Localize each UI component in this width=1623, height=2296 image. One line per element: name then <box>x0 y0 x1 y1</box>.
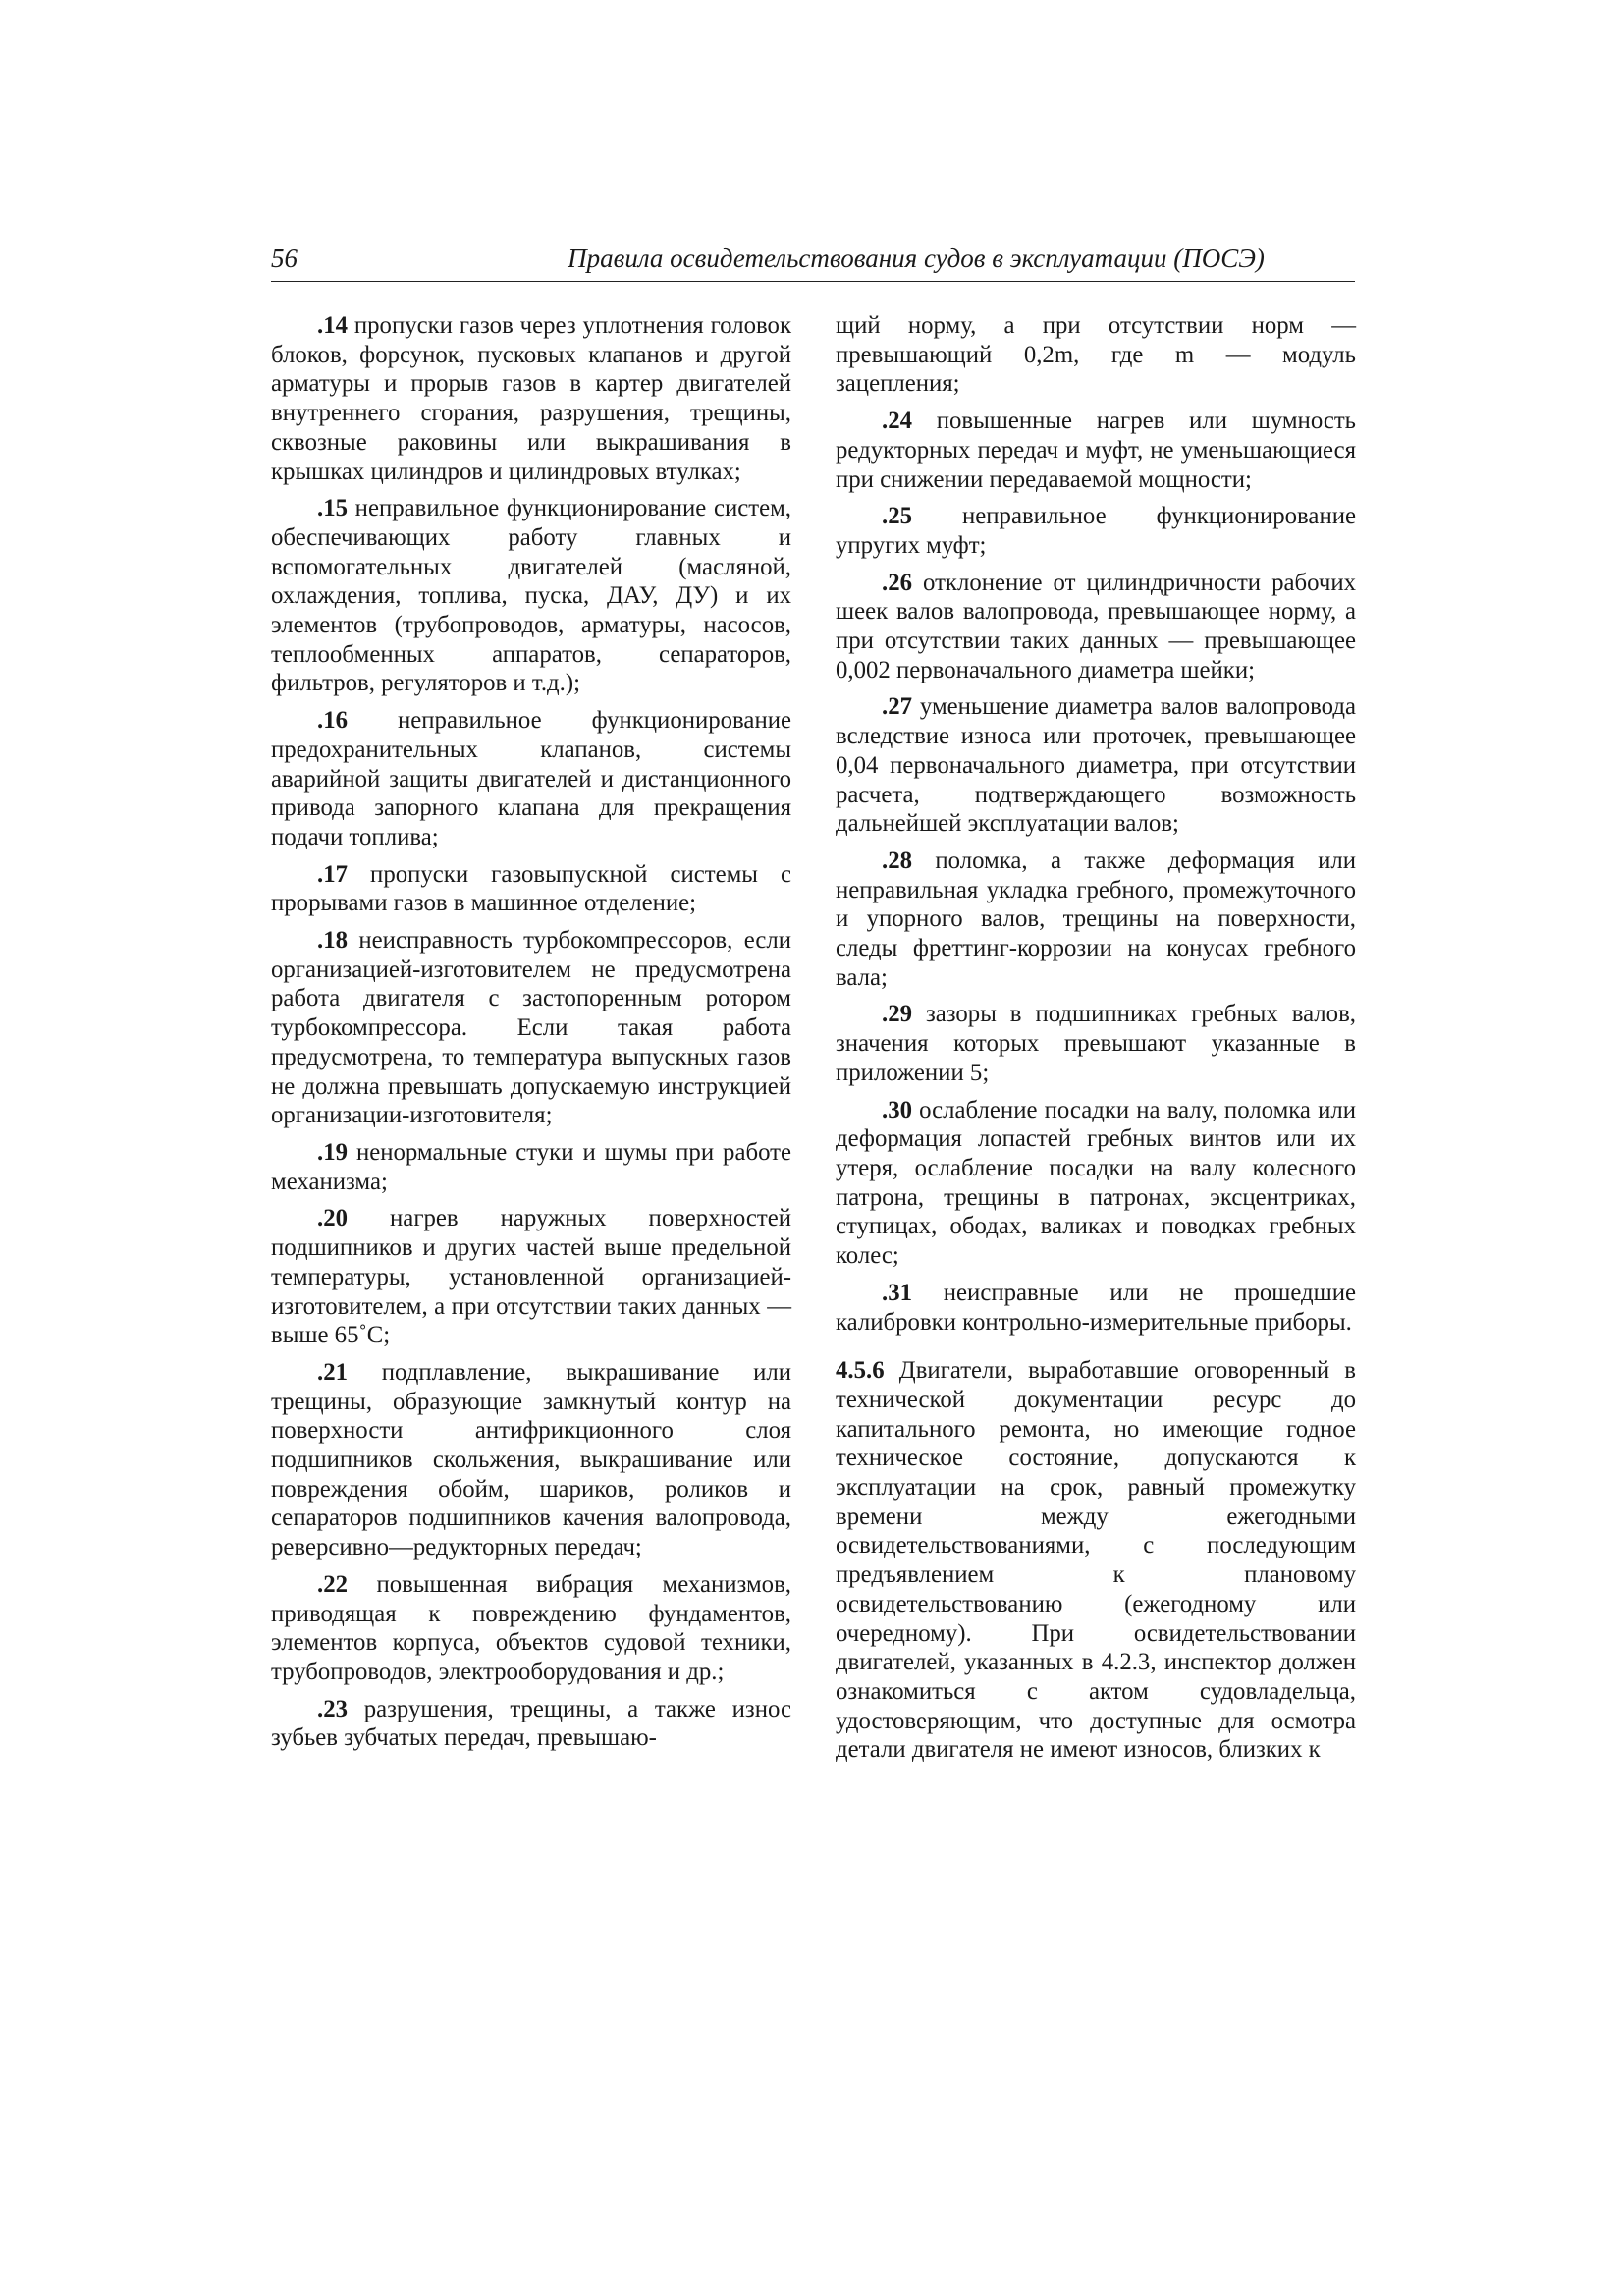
page-number: 56 <box>271 244 298 273</box>
item-number: .26 <box>882 569 912 596</box>
list-item <box>836 569 1356 685</box>
item-number: .23 <box>317 1695 348 1722</box>
item-text: отклонение от цилиндричности рабочих шеек валов валопровода, превышающее норму, а при отсутствии таких данных — превышающее 0,002 первоначального диаметра шейки; <box>836 569 1356 683</box>
item-text: зазоры в подшипниках гребных валов, значения которых превышают указанные в приложении 5; <box>836 1001 1356 1086</box>
list-item <box>271 311 791 486</box>
item-number: .19 <box>317 1138 348 1166</box>
item-text: неправильное функционирование систем, обеспечивающих работу главных и вспомогательных двигателей (масляной, охлаждения, топлива, пуска, ДАУ, ДУ) и их элементов (трубопроводов, арматуры, насосов, теплообменных аппаратов, сепараторов, фильтров, регуляторов и т.д.); <box>271 495 791 697</box>
item-number: .14 <box>317 312 348 339</box>
item-text: ненормальные стуки и шумы при работе механизма; <box>271 1138 791 1195</box>
item-number: .22 <box>317 1570 348 1598</box>
item-text: повышенная вибрация механизмов, приводящая к повреждению фундаментов, элементов корпуса, объектов судовой техники, трубопроводов, электрооборудования и др.; <box>271 1570 791 1685</box>
item-number: .28 <box>882 847 912 874</box>
page-header <box>271 242 1355 282</box>
item-text: уменьшение диаметра валов валопровода вследствие износа или проточек, превышающее 0,04 первоначального диаметра, при отсутствии расчета, подтверждающего возможность дальнейшей эксплуатации валов; <box>836 693 1356 838</box>
list-item <box>271 706 791 852</box>
list-item <box>836 407 1356 494</box>
item-number: .24 <box>882 408 912 435</box>
section-number: 4.5.6 <box>836 1357 885 1385</box>
item-number: .29 <box>882 1001 912 1028</box>
item-number: .15 <box>317 495 348 522</box>
item-number: .30 <box>882 1096 912 1123</box>
continuation-text: щий норму, а при отсутствии норм — превышающий 0,2m, где m — модуль зацепления; <box>836 312 1356 398</box>
list-item <box>836 1279 1356 1337</box>
left-column <box>271 311 791 1761</box>
list-item <box>836 692 1356 839</box>
item-number: .31 <box>882 1279 912 1306</box>
list-item <box>271 860 791 918</box>
section-text: Двигатели, выработавшие оговоренный в технической документации ресурс до капитального ремонта, но имеющие годное техническое состояние, допускаются к эксплуатации на срок, равный промежутку времени между ежегодными освидетельствованиями, с последующим предъявлением к плановому освидетельствованию (ежегодному или очередному). При освидетельствовании двигателей, указанных в 4.2.3, инспектор должен ознакомиться с актом судовладельца, удостоверяющим, что доступные для осмотра детали двигателя не имеют износов, близких к <box>836 1357 1356 1764</box>
list-item <box>271 926 791 1130</box>
list-item <box>836 847 1356 993</box>
list-item <box>836 1000 1356 1087</box>
item-text: поломка, а также деформация или неправильная укладка гребного, промежуточного и упорного валов, трещины на поверхности, следы фреттинг-коррозии на конусах гребного вала; <box>836 847 1356 991</box>
item-text: пропуски газов через уплотнения головок блоков, форсунок, пусковых клапанов и другой арматуры и прорыв газов в картер двигателей внутреннего сгорания, разрушения, трещины, сквозные раковины или выкрашивания в крышках цилиндров и цилиндровых втулках; <box>271 312 791 485</box>
item-text: нагрев наружных поверхностей подшипников и других частей выше предельной температуры, установленной организацией-изготовителем, а при отсутствии таких данных — выше 65˚С; <box>271 1205 791 1349</box>
list-item <box>271 494 791 698</box>
item-number: .18 <box>317 927 348 955</box>
list-item <box>271 1358 791 1562</box>
list-item <box>271 1204 791 1350</box>
item-text: неисправные или не прошедшие калибровки контрольно-измерительные приборы. <box>836 1279 1356 1336</box>
item-text: разрушения, трещины, а также износ зубьев зубчатых передач, превышаю- <box>271 1695 791 1752</box>
list-item <box>271 1570 791 1687</box>
item-text: повышенные нагрев или шумность редукторных передач и муфт, не уменьшающиеся при снижении передаваемой мощности; <box>836 408 1356 493</box>
item-number: .27 <box>882 693 912 721</box>
item-number: .25 <box>882 503 912 530</box>
item-number: .20 <box>317 1205 348 1232</box>
list-item <box>836 502 1356 560</box>
list-item <box>271 1138 791 1196</box>
item-text: подплавление, выкрашивание или трещины, образующие замкнутый контур на поверхности антифрикционного слоя подшипников скольжения, выкрашивание или повреждения обойм, шариков, роликов и сепараторов подшипников качения валопровода, реверсивно—редукторных передач; <box>271 1358 791 1561</box>
section-paragraph <box>836 1356 1356 1765</box>
list-item <box>271 1695 791 1753</box>
item-text: неправильное функционирование упругих муфт; <box>836 503 1356 559</box>
item-text: ослабление посадки на валу, поломка или деформация лопастей гребных винтов или их утеря, ослабление посадки на валу колесного патрона, трещины в патронах, эксцентриках, ступицах, ободах, валиках и поводках гребных колес; <box>836 1096 1356 1270</box>
item-number: .17 <box>317 860 348 888</box>
item-text: неправильное функционирование предохранительных клапанов, системы аварийной защиты двигателей и дистанционного привода запорного клапана для прекращения подачи топлива; <box>271 707 791 850</box>
item-number: .16 <box>317 707 348 735</box>
list-item <box>836 1096 1356 1271</box>
item-number: .21 <box>317 1358 348 1386</box>
item-text: пропуски газовыпускной системы с прорывами газов в машинное отделение; <box>271 860 791 917</box>
running-title: Правила освидетельствования судов в эксплуатации (ПОСЭ) <box>568 244 1265 273</box>
right-column <box>836 311 1356 1773</box>
item-text: неисправность турбокомпрессоров, если организацией-изготовителем не предусмотрена работа двигателя с застопоренным ротором турбокомпрессора. Если такая работа предусмотрена, то температура выпускных газов не должна превышать допускаемую инструкцией организации-изготовителя; <box>271 927 791 1129</box>
